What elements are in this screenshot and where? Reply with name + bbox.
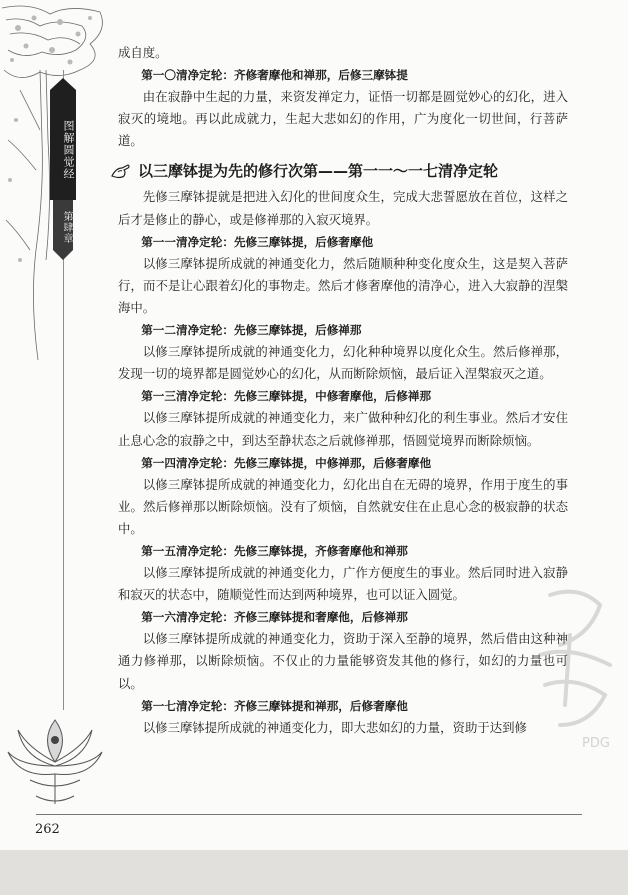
page-content — [118, 42, 568, 739]
paragraph-wheel-14: 以修三摩钵提所成就的神通变化力，幻化出自在无碍的境界，作用于度生的事业。然后修禅那以断除烦恼。没有了烦恼，自然就安住在止息心念的极寂静的状态中。 — [118, 476, 568, 536]
subheading-wheel-12: 第一二清净定轮：先修三摩钵提，后修禅那 — [141, 323, 362, 338]
paragraph-wheel-15: 以修三摩钵提所成就的神通变化力，广作方便度生的事业。然后同时进入寂静和寂灭的状态中，随顺觉性而达到两种境界，也可以证入圆觉。 — [118, 565, 568, 603]
subheading-wheel-16: 第一六清净定轮：齐修三摩钵提和奢摩他，后修禅那 — [141, 610, 408, 625]
scan-margin — [0, 850, 628, 895]
section-intro: 先修三摩钵提就是把进入幻化的世间度众生，完成大悲誓愿放在首位，这样之后才是修止的静心，或是修禅那的入寂灭境界。 — [118, 189, 568, 227]
subheading-wheel-11: 第一一清净定轮：先修三摩钵提，后修奢摩他 — [141, 234, 374, 249]
paragraph-wheel-12: 以修三摩钵提所成就的神通变化力，幻化种种境界以度化众生。然后修禅那，发现一切的境界都是圆觉妙心的幻化，从而断除烦恼，最后证入涅槃寂灭之道。 — [118, 344, 568, 382]
book-title-tab: 图解圆觉经 — [50, 90, 76, 200]
paragraph-wheel-17: 以修三摩钵提所成就的神通变化力，即大悲如幻的力量，资助于达到修 — [142, 719, 527, 735]
lotus-ornament — [0, 700, 110, 810]
chapter-tab: 第肆章 — [53, 200, 73, 250]
paragraph-wheel-10: 由在寂静中生起的力量，来资发禅定力，证悟一切都是圆觉妙心的幻化，进入寂灭的境地。再以此成就力，生起大悲如幻的作用，广为度化一切世间，行菩萨道。 — [118, 89, 568, 149]
subheading-wheel-13: 第一三清净定轮：先修三摩钵提，中修奢摩他，后修禅那 — [141, 389, 432, 404]
subheading-wheel-10: 第一〇清净定轮：齐修奢摩他和禅那，后修三摩钵提 — [141, 68, 408, 83]
subheading-wheel-14: 第一四清净定轮：先修三摩钵提，中修禅那，后修奢摩他 — [141, 455, 432, 470]
paragraph-wheel-13: 以修三摩钵提所成就的神通变化力，来广做种种幻化的利生事业。然后才安住止息心念的寂静之中，到达至静状态之后就修禅那，悟圆觉境界而断除烦恼。 — [118, 410, 568, 448]
section-heading — [110, 156, 560, 186]
subheading-wheel-15: 第一五清净定轮：先修三摩钵提，齐修奢摩他和禅那 — [141, 543, 408, 558]
page-number: 262 — [35, 822, 60, 837]
section-heading-text: 以三摩钵提为先的修行次第——第一一～一七清净定轮 — [138, 162, 499, 181]
paragraph-wheel-11: 以修三摩钵提所成就的神通变化力，然后随顺种种变化度众生，这是契入菩萨行，而不是让心跟着幻化的事物走。然后才修奢摩他的清净心，进入大寂静的涅槃海中。 — [118, 255, 568, 315]
carryover-line: 成自度。 — [118, 45, 168, 60]
watermark-text: PDG — [582, 736, 610, 751]
hand-pointer-icon — [110, 162, 132, 180]
subheading-wheel-17: 第一七清净定轮：齐修三摩钵提和禅那，后修奢摩他 — [141, 698, 408, 713]
pdg-watermark — [520, 575, 628, 755]
paragraph-wheel-16: 以修三摩钵提所成就的神通变化力，资助于深入至静的境界，然后借由这种神通力修禅那，以断除烦恼。不仅止的力量能够资发其他的修行，如幻的力量也可以。 — [118, 631, 568, 691]
footer-rule — [36, 814, 582, 815]
